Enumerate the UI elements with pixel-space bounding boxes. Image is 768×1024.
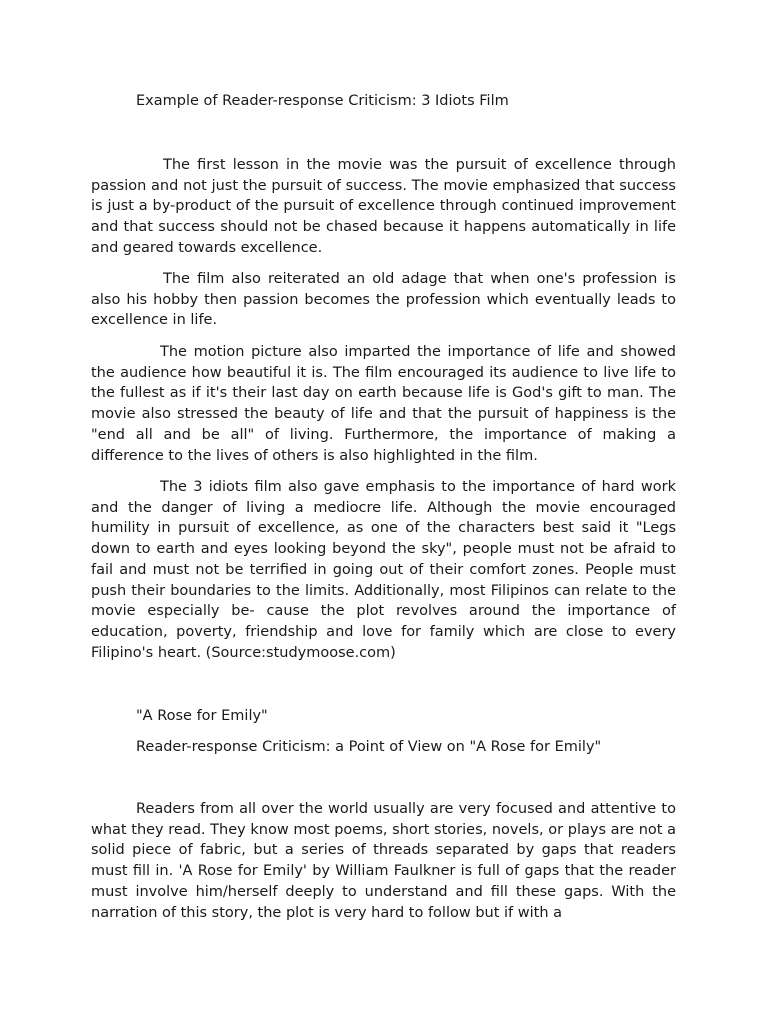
section-subtitle-point-of-view: Reader-response Criticism: a Point of View on "A Rose for Emily" — [136, 739, 602, 755]
section-title-rose-for-emily: "A Rose for Emily" — [136, 708, 268, 724]
paragraph-profession-hobby: The film also reiterated an old adage that when one's profession is also his hobby then passion becomes the profession which eventually leads to excellence in life. — [91, 271, 676, 329]
section-title-3-idiots: Example of Reader-response Criticism: 3 Idiots Film — [136, 93, 509, 109]
paragraph-hard-work: The 3 idiots film also gave emphasis to the importance of hard work and the danger of living a mediocre life. Although the movie encouraged humility in pursuit of excellence, as one of the characters best said it "Legs down to earth and eyes looking beyond the sky", people must not be afraid to fail and must not be terrified in going out of their comfort zones. People must push their boundaries to the limits. Additionally, most Filipinos can relate to the movie especially be- cause the plot revolves around the importance of education, poverty, friendship and love for family which are close to every Filipino's heart. (Source:studymoose.com) — [91, 479, 676, 661]
paragraph-readers-gaps: Readers from all over the world usually are very focused and attentive to what they read. They know most poems, short stories, novels, or plays are not a solid piece of fabric, but a series of threads separated by gaps that readers must fill in. 'A Rose for Emily' by William Faulkner is full of gaps that the reader must involve him/herself deeply to understand and fill these gaps. With the narration of this story, the plot is very hard to follow but if with a — [91, 801, 676, 921]
paragraph-pursuit-of-excellence: The first lesson in the movie was the pursuit of excellence through passion and not just the pursuit of success. The movie emphasized that success is just a by-product of the pursuit of excellence through continued improvement and that success should not be chased because it happens automatically in life and geared towards excellence. — [91, 157, 676, 256]
paragraph-importance-of-life: The motion picture also imparted the importance of life and showed the audience how beautiful it is. The film encouraged its audience to live life to the fullest as if it's their last day on earth because life is God's gift to man. The movie also stressed the beauty of life and that the pursuit of happiness is the "end all and be all" of living. Furthermore, the importance of making a difference to the lives of others is also highlighted in the film. — [91, 344, 676, 464]
